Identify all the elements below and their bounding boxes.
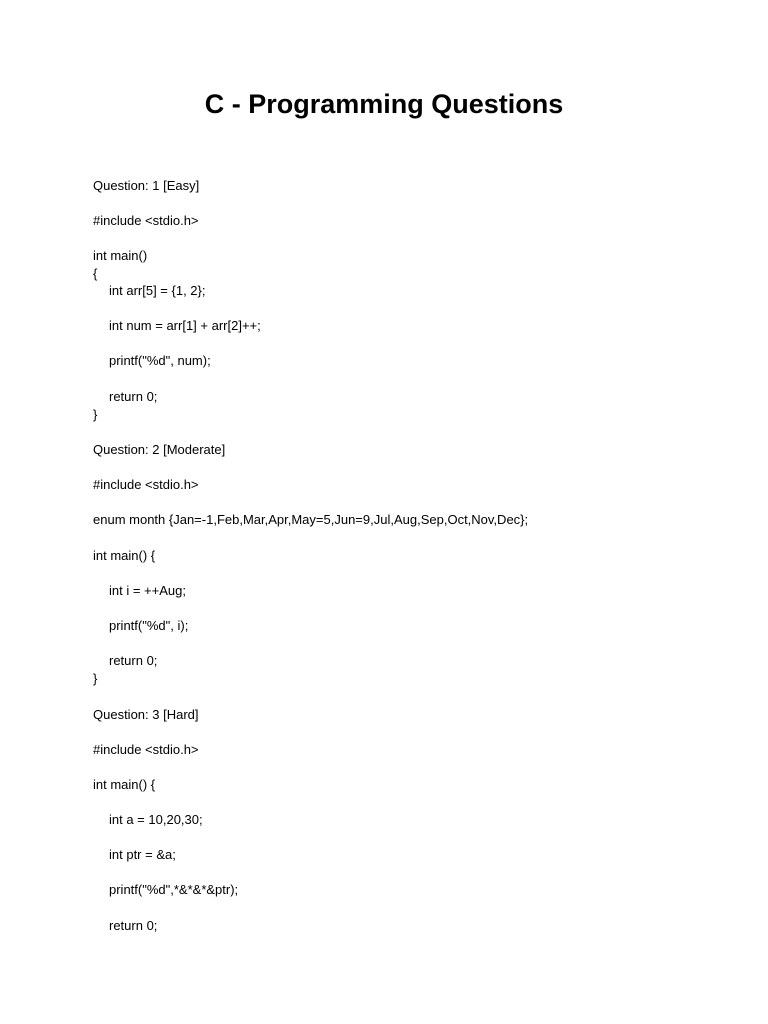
code-line: enum month {Jan=-1,Feb,Mar,Apr,May=5,Jun=9,Jul,Aug,Sep,Oct,Nov,Dec}; (93, 512, 529, 527)
code-line: printf("%d",*&*&*&ptr); (109, 882, 239, 897)
document-title: C - Programming Questions (204, 89, 564, 119)
question-3-heading: Question: 3 [Hard] (93, 707, 199, 722)
code-line: int arr[5] = {1, 2}; (109, 283, 206, 298)
code-line: { (93, 266, 98, 281)
question-2-heading: Question: 2 [Moderate] (93, 442, 226, 457)
code-line: int main() { (93, 777, 156, 792)
code-line: return 0; (109, 389, 158, 404)
code-line: #include <stdio.h> (93, 213, 199, 228)
code-line: #include <stdio.h> (93, 742, 199, 757)
code-line: } (93, 407, 98, 422)
code-line: printf("%d", i); (109, 618, 189, 633)
code-line: return 0; (109, 918, 158, 933)
question-1-heading: Question: 1 [Easy] (93, 178, 200, 193)
code-line: int num = arr[1] + arr[2]++; (109, 318, 261, 333)
code-line: int main() (93, 248, 148, 263)
code-line: return 0; (109, 653, 158, 668)
code-line: int main() { (93, 548, 156, 563)
code-line: printf("%d", num); (109, 353, 211, 368)
code-line: int a = 10,20,30; (109, 812, 203, 827)
code-line: int i = ++Aug; (109, 583, 186, 598)
code-line: int ptr = &a; (109, 847, 176, 862)
code-line: } (93, 671, 98, 686)
code-line: #include <stdio.h> (93, 477, 199, 492)
